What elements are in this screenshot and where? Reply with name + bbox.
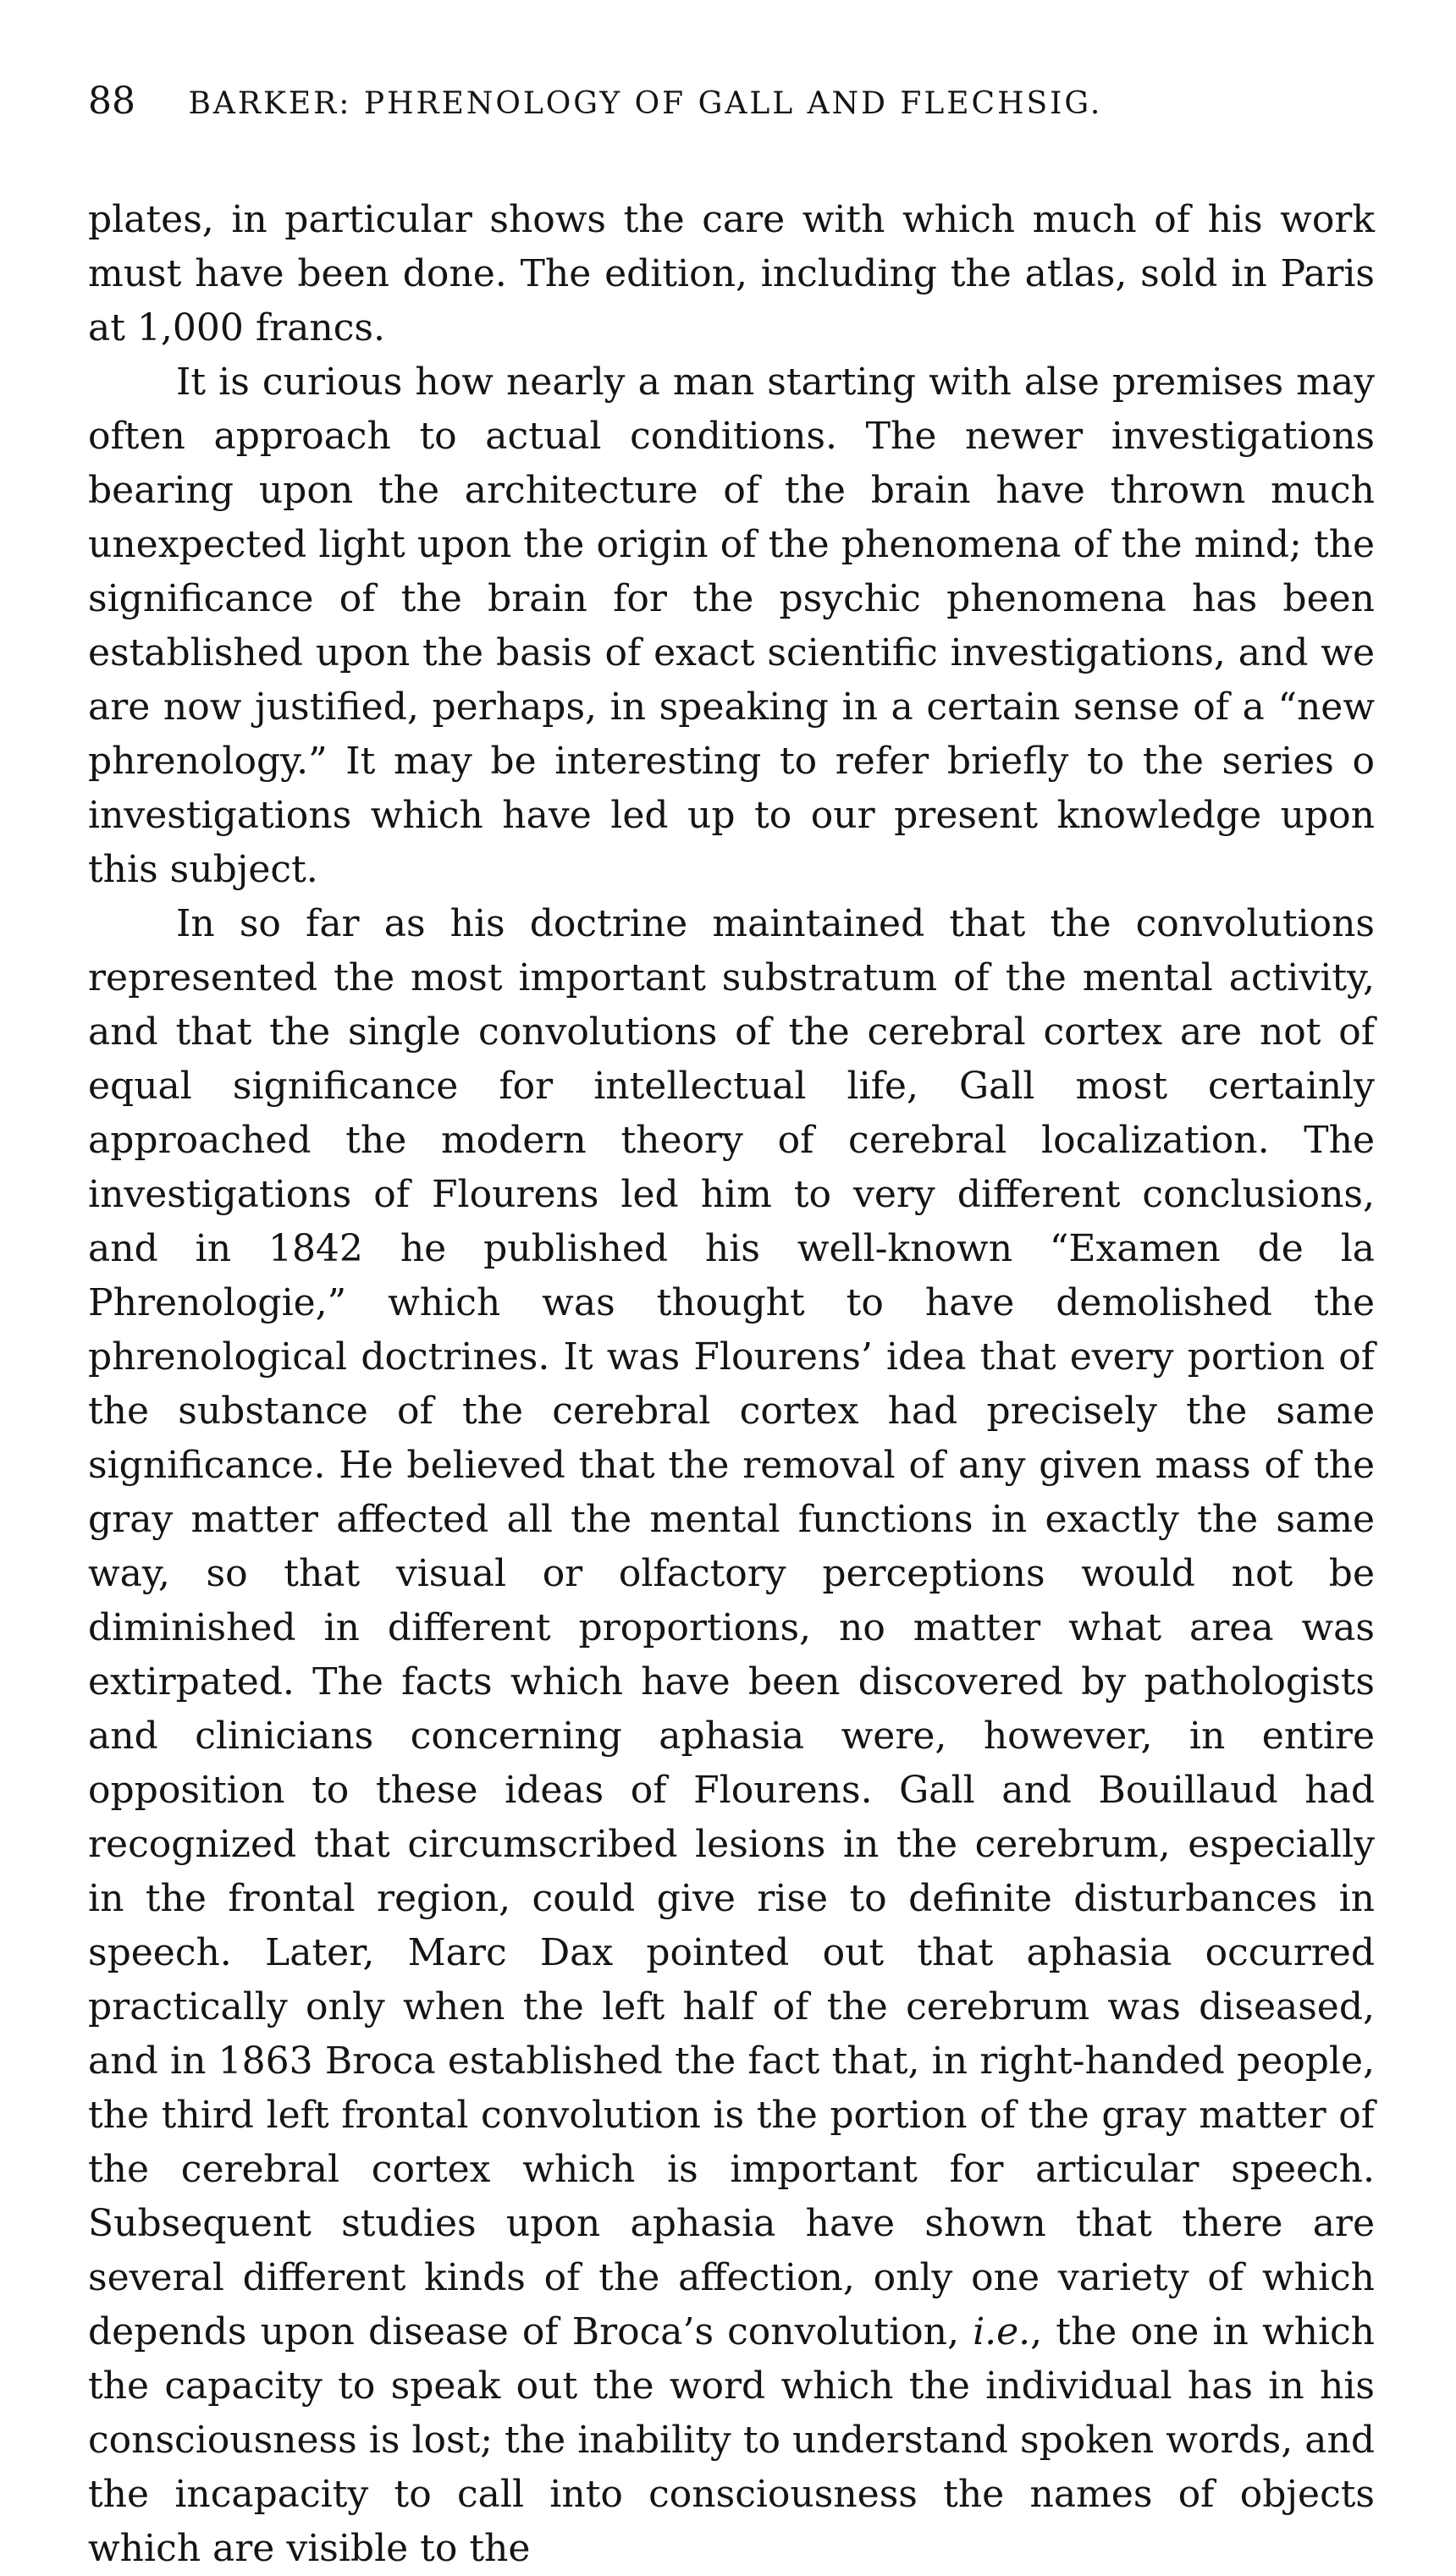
- italic-ie: i.e.: [973, 2310, 1031, 2353]
- book-page: [88, 76, 1375, 2576]
- paragraph-new-phrenology: It is curious how nearly a man starting with alse premises may often approach to actual conditions. The newer investigations bearing upon the architecture of the brain have thrown much unexpected light upon the origin of the phenomena of the mind; the significance of the brain for the psychic phenomena has been established upon the basis of exact scientific investigations, and we are now justified, perhaps, in speaking in a certain sense of a “new phrenology.” It may be interesting to refer briefly to the series o investigations which have led up to our present knowledge upon this subject.: [88, 361, 1375, 891]
- page-number: 88: [88, 80, 135, 123]
- paragraph-localization-text: In so far as his doctrine maintained that the convolutions represented the most important substratum of the mental activity, and that the single convolutions of the cerebral cortex are not of equal significance for intellectual life, Gall most certainly approached the modern theory of cerebral localization. The investigations of Flourens led him to very different conclusions, and in 1842 he published his well-known “Examen de la Phrenologie,” which was thought to have demolished the phrenological doctrines. It was Flourens’ idea that every portion of the substance of the cerebral cortex had precisely the same significance. He believed that the removal of any given mass of the gray matter affected all the mental functions in exactly the same way, so that visual or olfactory perceptions would not be diminished in different proportions, no matter what area was extirpated. The facts which have been discovered by pathologists and clinicians concerning aphasia were, however, in entire opposition to these ideas of Flourens. Gall and Bouillaud had recognized that circumscribed lesions in the cerebrum, especially in the frontal region, could give rise to definite disturbances in speech. Later, Marc Dax pointed out that aphasia occurred practically only when the left half of the cerebrum was diseased, and in 1863 Broca established the fact that, in right-handed people, the third left frontal convolution is the portion of the gray matter of the cerebral cortex which is important for articular speech. Subsequent studies upon aphasia have shown that there are several different kinds of the affection, only one variety of which depends upon disease of Broca’s convolution,: [88, 902, 1375, 2353]
- paragraph-localization-text-end: , the one in which the capacity to speak out the word which the individual has in his consciousness is lost; the inability to understand spoken words, and the incapacity to call into consciousness the names of objects which are visible to the: [88, 2310, 1375, 2570]
- body-text: [88, 193, 1375, 2576]
- running-head-title: BARKER: PHRENOLOGY OF GALL AND FLECHSIG.: [188, 86, 1103, 121]
- paragraph-localization: [88, 897, 1375, 2576]
- running-head: [88, 76, 1375, 127]
- paragraph-continued: plates, in particular shows the care with which much of his work must have been done. The edition, including the atlas, sold in Paris at 1,000 francs.: [88, 198, 1375, 350]
